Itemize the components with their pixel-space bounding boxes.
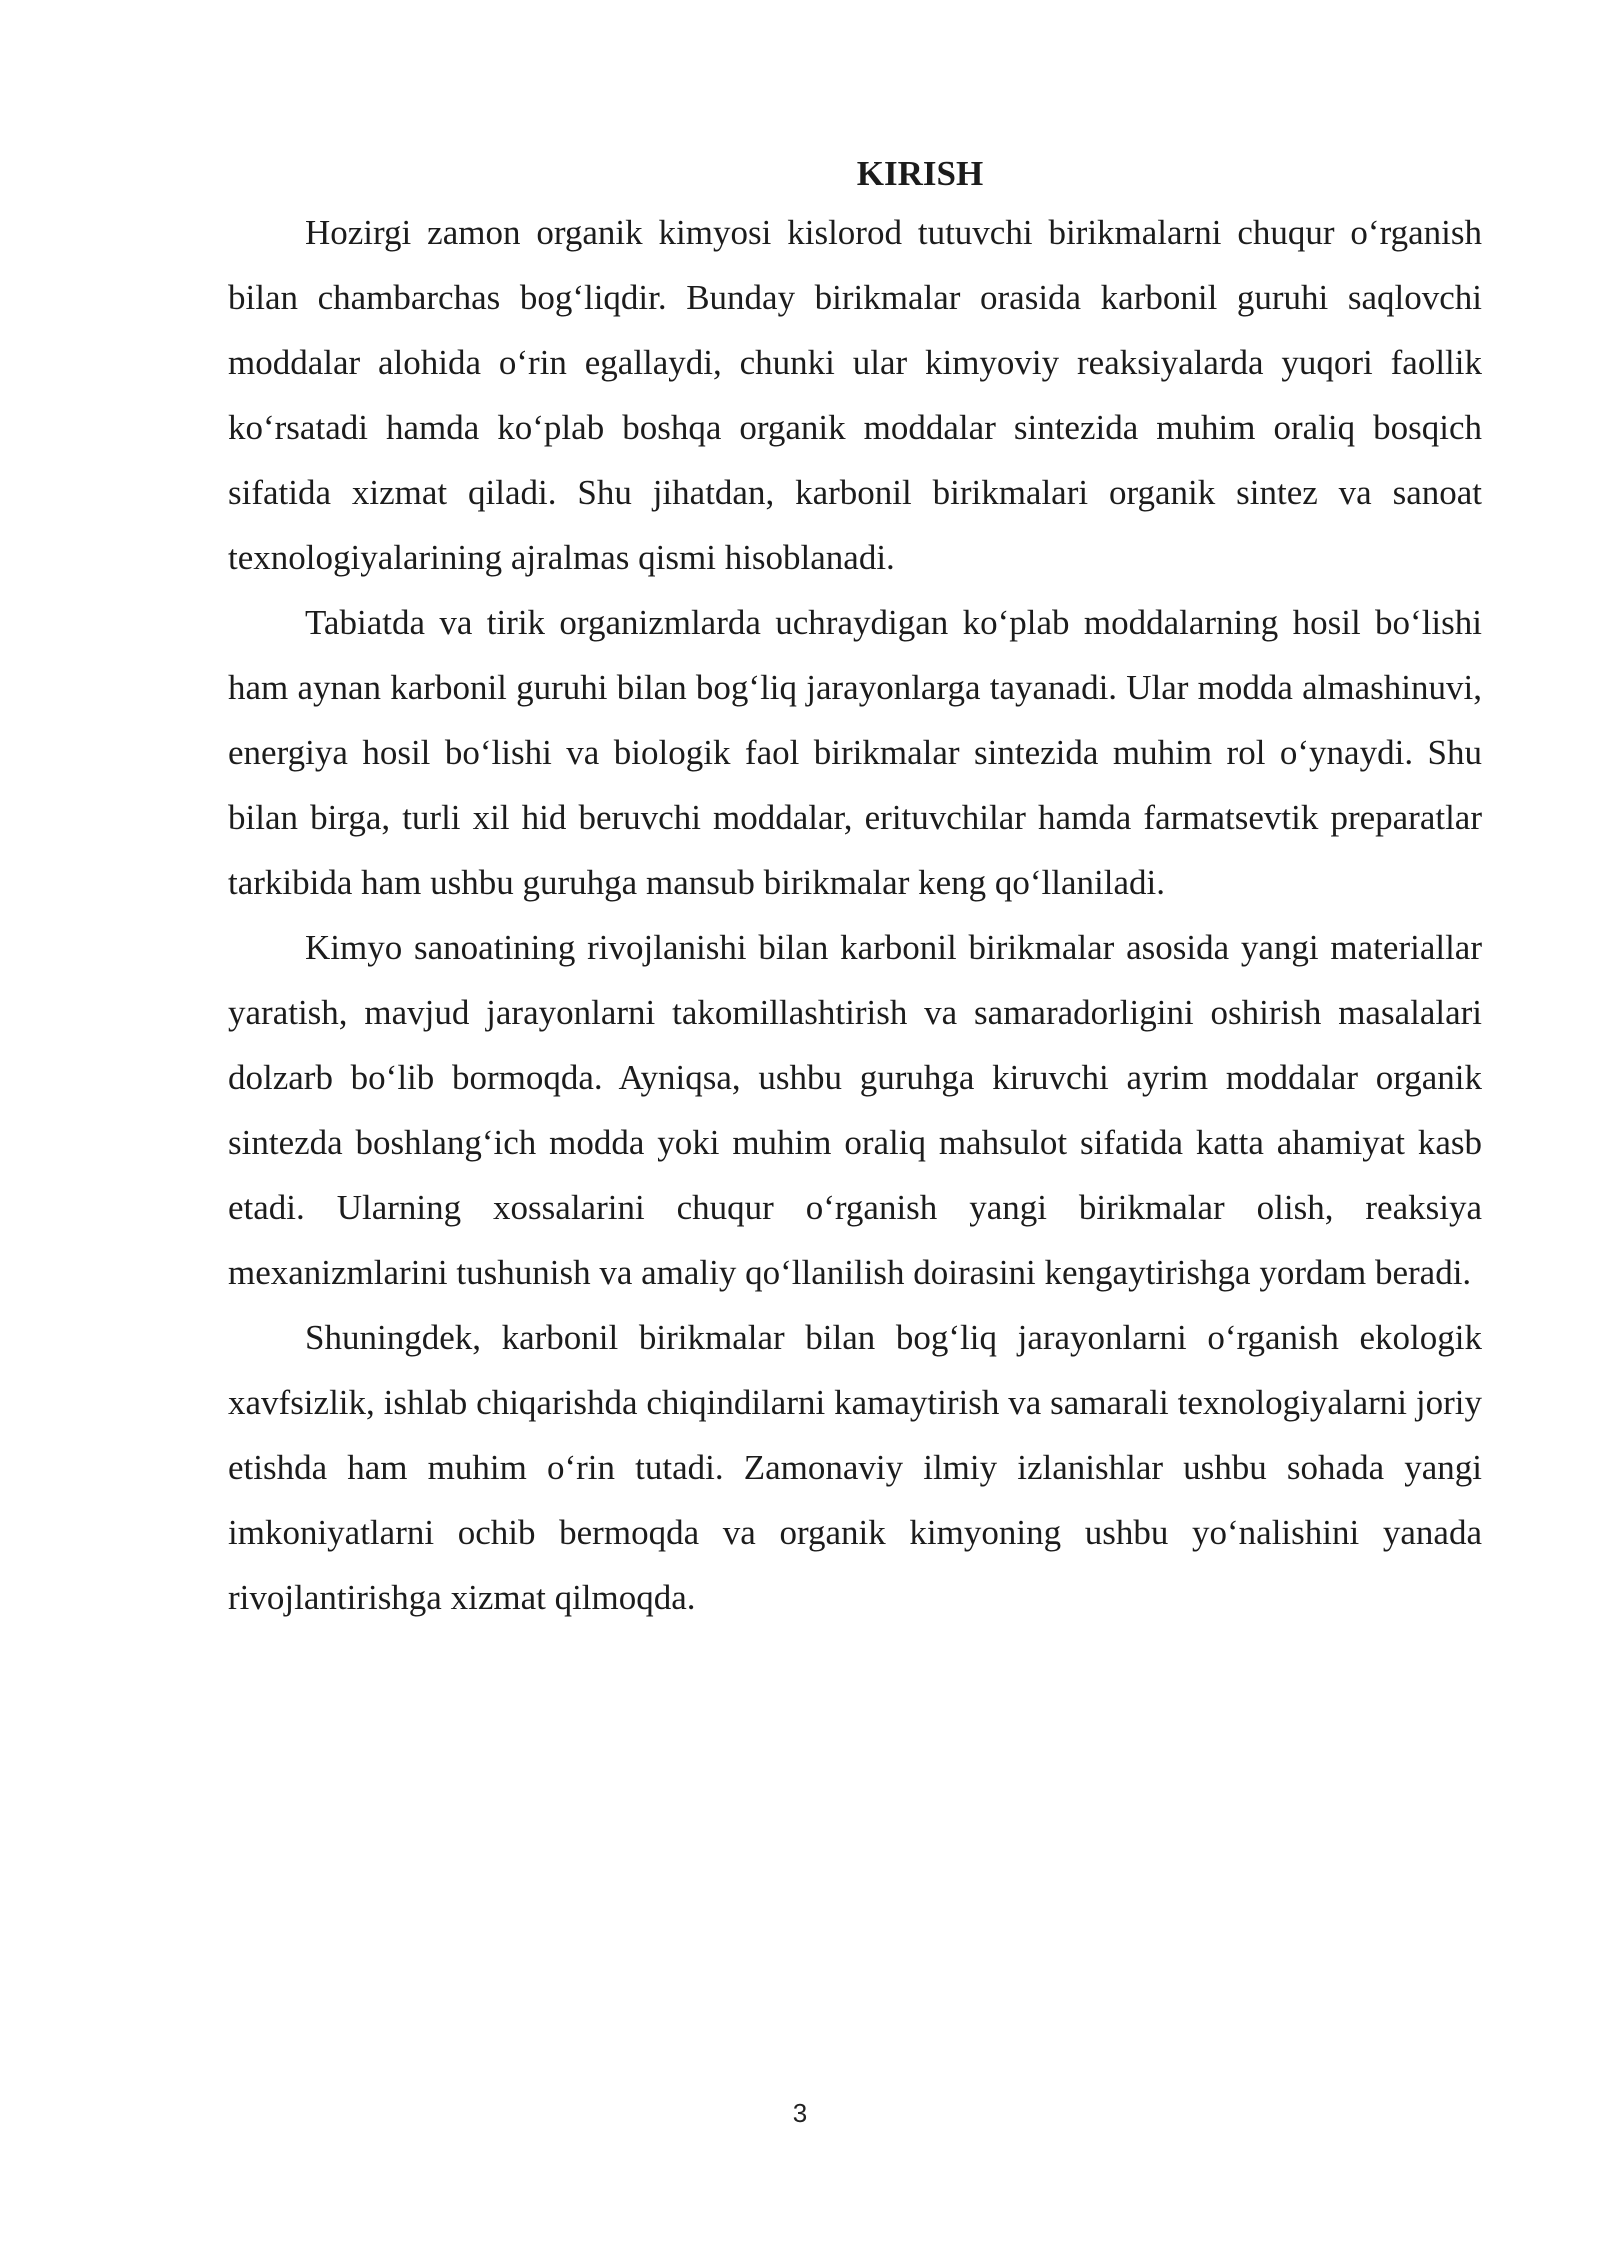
- page-content: [228, 148, 1482, 1630]
- paragraph-3: Kimyo sanoatining rivojlanishi bilan karbonil birikmalar asosida yangi materiallar yaratish, mavjud jarayonlarni takomillashtirish va samaradorligini oshirish masalalari dolzarb bo‘lib bormoqda. Ayniqsa, ushbu guruhga kiruvchi ayrim moddalar organik sintezda boshlang‘ich modda yoki muhim oraliq mahsulot sifatida katta ahamiyat kasb etadi. Ularning xossalarini chuqur o‘rganish yangi birikmalar olish, reaksiya mexanizmlarini tushunish va amaliy qo‘llanilish doirasini kengaytirishga yordam beradi.: [228, 928, 1482, 1292]
- paragraph-2: Tabiatda va tirik organizmlarda uchraydigan ko‘plab moddalarning hosil bo‘lishi ham aynan karbonil guruhi bilan bog‘liq jarayonlarga tayanadi. Ular modda almashinuvi, energiya hosil bo‘lishi va biologik faol birikmalar sintezida muhim rol o‘ynaydi. Shu bilan birga, turli xil hid beruvchi moddalar, erituvchilar hamda farmatsevtik preparatlar tarkibida ham ushbu guruhga mansub birikmalar keng qo‘llaniladi.: [228, 603, 1482, 902]
- page-number: 3: [792, 2098, 808, 2128]
- section-heading: KIRISH: [856, 154, 984, 193]
- paragraph-4: Shuningdek, karbonil birikmalar bilan bog‘liq jarayonlarni o‘rganish ekologik xavfsizlik, ishlab chiqarishda chiqindilarni kamaytirish va samarali texnologiyalarni joriy etishda ham muhim o‘rin tutadi. Zamonaviy ilmiy izlanishlar ushbu sohada yangi imkoniyatlarni ochib bermoqda va organik kimyoning ushbu yo‘nalishini yanada rivojlantirishga xizmat qilmoqda.: [228, 1318, 1482, 1617]
- paragraph-1: Hozirgi zamon organik kimyosi kislorod tutuvchi birikmalarni chuqur o‘rganish bilan chambarchas bog‘liqdir. Bunday birikmalar orasida karbonil guruhi saqlovchi moddalar alohida o‘rin egallaydi, chunki ular kimyoviy reaksiyalarda yuqori faollik ko‘rsatadi hamda ko‘plab boshqa organik moddalar sintezida muhim oraliq bosqich sifatida xizmat qiladi. Shu jihatdan, karbonil birikmalari organik sintez va sanoat texnologiyalarining ajralmas qismi hisoblanadi.: [228, 213, 1482, 577]
